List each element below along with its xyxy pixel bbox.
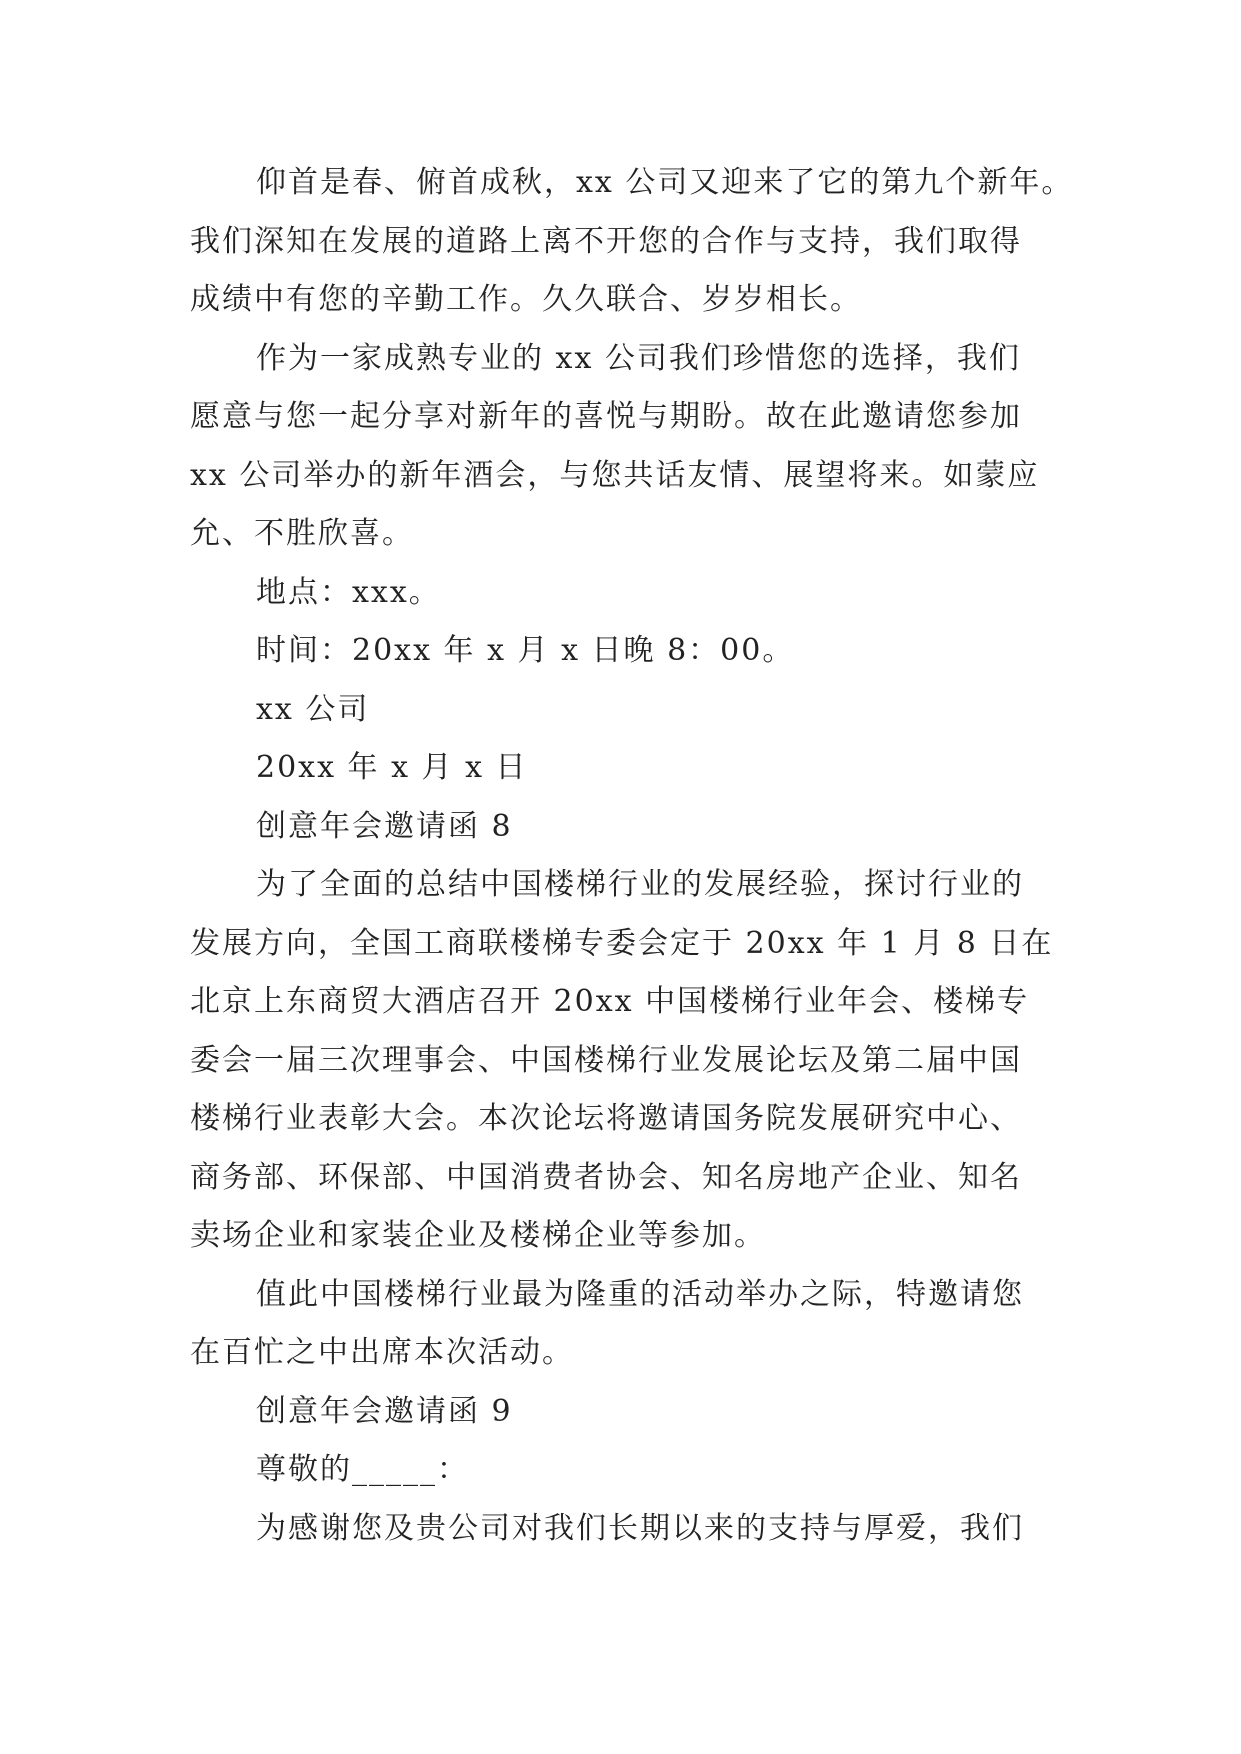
section-heading: 创意年会邀请函 9 [256, 1393, 513, 1429]
paragraph-line: 在百忙之中出席本次活动。 [190, 1335, 574, 1370]
company-signature: xx 公司 [256, 691, 370, 727]
paragraph-line: 商务部、环保部、中国消费者协会、知名房地产企业、知名 [190, 1159, 1022, 1195]
location-line: 地点：xxx。 [256, 574, 441, 610]
paragraph-line: 作为一家成熟专业的 xx 公司我们珍惜您的选择，我们 [256, 340, 1021, 376]
paragraph-line: 北京上东商贸大酒店召开 20xx 中国楼梯行业年会、楼梯专 [190, 984, 1030, 1019]
section-heading: 创意年会邀请函 8 [256, 808, 513, 844]
paragraph-line: 为了全面的总结中国楼梯行业的发展经验，探讨行业的 [256, 867, 1024, 902]
paragraph-line: xx 公司举办的新年酒会，与您共话友情、展望将来。如蒙应 [190, 457, 1040, 493]
salutation-line: 尊敬的_____： [256, 1452, 469, 1487]
paragraph-line: 允、不胜欣喜。 [190, 516, 414, 551]
paragraph-line: 我们深知在发展的道路上离不开您的合作与支持，我们取得 [190, 223, 1022, 259]
paragraph-line: 为感谢您及贵公司对我们长期以来的支持与厚爱，我们 [256, 1510, 1024, 1546]
paragraph-line: 愿意与您一起分享对新年的喜悦与期盼。故在此邀请您参加 [190, 399, 1022, 434]
paragraph-line: 仰首是春、俯首成秋，xx 公司又迎来了它的第九个新年。 [256, 165, 1074, 200]
paragraph-line: 楼梯行业表彰大会。本次论坛将邀请国务院发展研究中心、 [190, 1101, 1022, 1136]
signature-date: 20xx 年 x 月 x 日 [256, 750, 528, 785]
paragraph-line: 成绩中有您的辛勤工作。久久联合、岁岁相长。 [190, 282, 862, 317]
paragraph-line: 发展方向，全国工商联楼梯专委会定于 20xx 年 1 月 8 日在 [190, 925, 1054, 961]
document-body [190, 154, 1074, 1558]
paragraph-line: 值此中国楼梯行业最为隆重的活动举办之际，特邀请您 [256, 1276, 1024, 1312]
paragraph-line: 卖场企业和家装企业及楼梯企业等参加。 [190, 1218, 766, 1253]
time-line: 时间：20xx 年 x 月 x 日晚 8：00。 [256, 633, 795, 668]
paragraph-line: 委会一届三次理事会、中国楼梯行业发展论坛及第二届中国 [190, 1042, 1022, 1078]
